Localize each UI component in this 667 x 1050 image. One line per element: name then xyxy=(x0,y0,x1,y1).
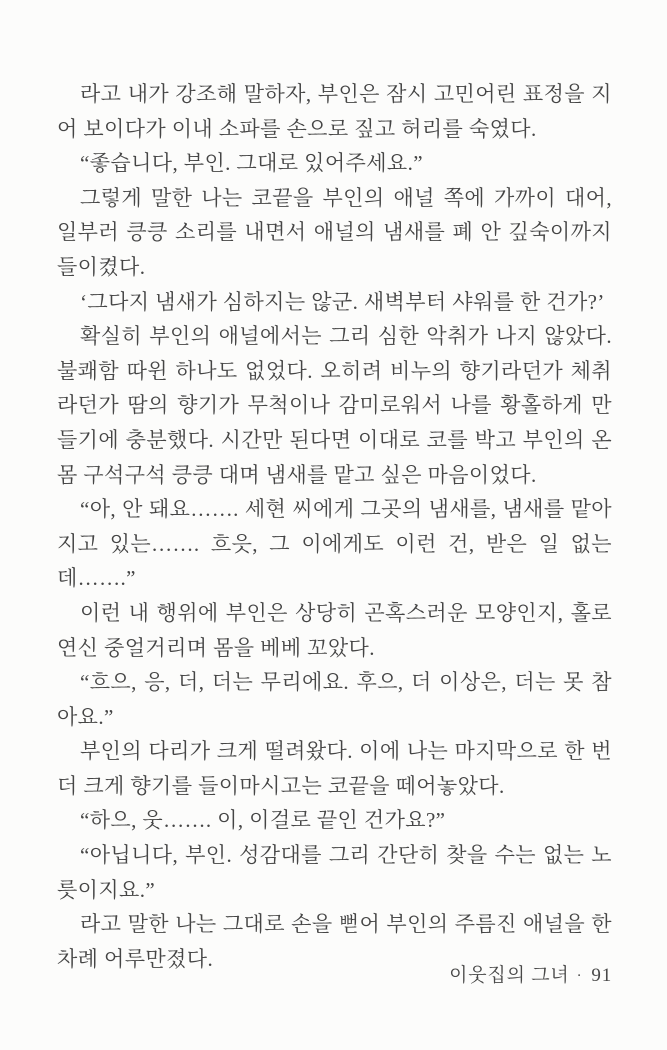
paragraph-dialogue: “아, 안 돼요……. 세현 씨에게 그곳의 냄새를, 냄새를 맡아지고 있는……. 흐읏, 그 이에게도 이런 건, 받은 일 없는데…….” xyxy=(57,497,612,591)
paragraph-dialogue: “하으, 웃……. 이, 이걸로 끝인 건가요?” xyxy=(80,808,446,833)
paragraph-dialogue: “아닙니다, 부인. 성감대를 그리 간단히 찾을 수는 없는 노릇이지요.” xyxy=(57,843,612,902)
paragraph: 이런 내 행위에 부인은 상당히 곤혹스러운 모양인지, 홀로 연신 중얼거리며 몸을 베베 꼬았다. xyxy=(57,600,612,660)
paragraph: 부인의 다리가 크게 떨려왔다. 이에 나는 마지막으로 한 번 더 크게 향기를 들이마시고는 코끝을 떼어놓았다. xyxy=(57,739,612,798)
paragraph-dialogue: “흐으, 응, 더, 더는 무리에요. 후으, 더 이상은, 더는 못 참아요.” xyxy=(57,670,612,729)
footer-dot-separator: · xyxy=(576,968,583,984)
paragraph: 그렇게 말한 나는 코끝을 부인의 애널 쪽에 가까이 대어, 일부러 킁킁 소리를 내면서 애널의 냄새를 폐 안 깊숙이까지 들이켰다. xyxy=(57,185,612,279)
paragraph: 라고 말한 나는 그대로 손을 뻗어 부인의 주름진 애널을 한 차례 어루만졌다. xyxy=(57,912,612,971)
page-footer xyxy=(449,960,612,987)
running-title: 이웃집의 그녀 xyxy=(449,965,570,986)
paragraph: 라고 내가 강조해 말하자, 부인은 잠시 고민어린 표정을 지어 보이다가 이내 소파를 손으로 짚고 허리를 숙였다. xyxy=(57,82,612,141)
paragraph-dialogue: “좋습니다, 부인. 그대로 있어주세요.” xyxy=(80,151,423,176)
paragraph-inner-thought: ‘그다지 냄새가 심하지는 않군. 새벽부터 샤워를 한 건가?’ xyxy=(80,289,605,314)
page-number: 91 xyxy=(591,965,612,986)
body-text xyxy=(57,77,612,976)
paragraph: 확실히 부인의 애널에서는 그리 심한 악취가 나지 않았다. 불쾌함 따윈 하나도 없었다. 오히려 비누의 향기라던가 체취라던가 땀의 향기가 무척이나 감미로워서 나를 황홀하게 만들기에 충분했다. 시간만 된다면 이대로 코를 박고 부인의 온 몸 구석구석 킁킁 대며 냄새를 맡고 싶은 마음이었다. xyxy=(57,324,612,487)
